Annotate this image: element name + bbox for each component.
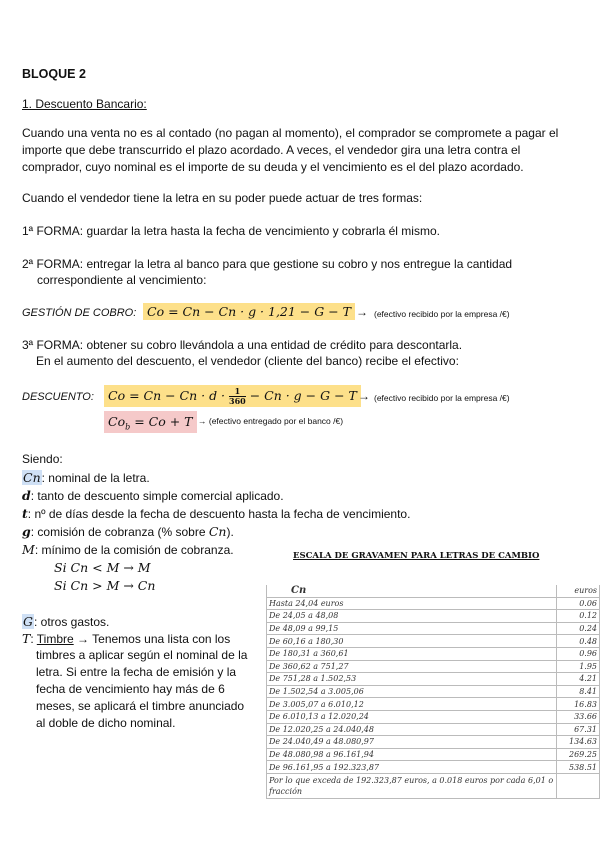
table-cell-range: De 48,09 a 99,15	[267, 622, 557, 635]
descuento-note: (efectivo recibido por la empresa /€)	[374, 393, 510, 403]
T-line-2: timbres a aplicar según el nominal de la	[36, 648, 248, 662]
table-row	[267, 647, 600, 660]
T-line-3: letra. Si entre la fecha de emisión y la	[36, 665, 237, 679]
def-m-case-1: Si Cn < M → M	[54, 560, 151, 575]
forma-1: 1ª FORMA: guardar la letra hasta la fecha de vencimiento y cobrarla él mismo.	[22, 224, 440, 238]
table-row	[267, 660, 600, 673]
table-cell-range: De 180,31 a 360,61	[267, 647, 557, 660]
table-header-unit: euros	[557, 585, 600, 597]
descuento-fraction	[229, 387, 246, 406]
T-symbol: T	[22, 631, 31, 646]
def-t	[22, 506, 410, 521]
table-row	[267, 761, 600, 774]
intro-line-1: Cuando una venta no es al contado (no pagan al momento), el comprador se compromete a pagar el	[22, 126, 559, 140]
fraction-denominator: 360	[229, 396, 246, 406]
table-row	[267, 635, 600, 648]
gestion-formula: Co = Cn − Cn · g · 1,21 − G − T	[143, 303, 355, 320]
def-d	[22, 488, 284, 503]
siendo-label: Siendo:	[22, 452, 63, 466]
intro-line-2: importe que debe transcurrido el plazo acordado. A veces, el vendedor gira una letra contra el	[22, 143, 521, 157]
gestion-note: (efectivo recibido por la empresa /€)	[374, 309, 510, 319]
def-cn	[22, 470, 150, 485]
table-footer: Por lo que exceda de 192.323,87 euros, a 0.018 euros por cada 6,01 o fracción	[267, 773, 557, 798]
forma-3-line-1: 3ª FORMA: obtener su cobro llevándola a una entidad de crédito para descontarla.	[22, 338, 463, 352]
gestion-label: GESTIÓN DE COBRO:	[22, 307, 137, 319]
T-colon: :	[30, 632, 37, 646]
T-word: Timbre	[36, 632, 74, 646]
m-text: : mínimo de la comisión de cobranza.	[34, 543, 234, 557]
table-cell-range: De 1.502,54 a 3.005,06	[267, 685, 557, 698]
G-text: : otros gastos.	[34, 615, 110, 629]
table-row	[267, 685, 600, 698]
d-text: : tanto de descuento simple comercial aplicado.	[30, 489, 284, 503]
table-cell-range: De 24.040,49 a 48.080,97	[267, 736, 557, 749]
cob-subscript: b	[125, 422, 131, 432]
T-line-1: → Tenemos una lista con los	[77, 632, 231, 646]
table-cell-value: 134.63	[557, 736, 600, 749]
d-symbol: d	[22, 488, 31, 503]
m-symbol: M	[22, 542, 35, 557]
table-row	[267, 673, 600, 686]
def-G	[22, 614, 109, 629]
section-heading: 1. Descuento Bancario:	[22, 97, 147, 111]
T-line-6: al doble de dicho nominal.	[36, 716, 176, 730]
table-cell-value: 67.31	[557, 723, 600, 736]
g-text-end: ).	[226, 525, 234, 539]
table-title: ESCALA DE GRAVAMEN PARA LETRAS DE CAMBIO	[293, 551, 540, 561]
table-header-cn: Cn	[267, 585, 557, 597]
table-row	[267, 698, 600, 711]
cob-formula	[104, 411, 197, 433]
def-m-case-2: Si Cn > M → Cn	[54, 578, 156, 593]
descuento-label: DESCUENTO:	[22, 391, 94, 403]
cob-note: → (efectivo entregado por el banco /€)	[198, 416, 344, 426]
table-row	[267, 597, 600, 610]
t-symbol: t	[22, 506, 28, 521]
T-line-5: meses, se aplicará el timbre anunciado	[36, 699, 245, 713]
descuento-formula	[104, 385, 361, 407]
table-cell-value: 0.06	[557, 597, 600, 610]
forma-2-line-2: correspondiente al vencimiento:	[37, 273, 207, 287]
T-line-4: fecha de vencimiento hay más de 6	[36, 682, 225, 696]
cob-symbol: Co	[108, 414, 126, 429]
intro-line-3: comprador, cuyo nominal es el importe de su deuda y el vencimiento es el del plazo acordado.	[22, 160, 524, 174]
forms-intro: Cuando el vendedor tiene la letra en su poder puede actuar de tres formas:	[22, 191, 423, 205]
gravamen-table	[266, 585, 600, 799]
table-cell-range: De 96.161,95 a 192.323,87	[267, 761, 557, 774]
page-title: BLOQUE 2	[22, 67, 86, 81]
table-row	[267, 723, 600, 736]
table-cell-value: 0.12	[557, 610, 600, 623]
table-cell-value: 269.25	[557, 748, 600, 761]
fraction-numerator: 1	[229, 387, 246, 397]
table-row	[267, 710, 600, 723]
def-T	[22, 631, 230, 646]
G-symbol: G	[23, 614, 33, 629]
table-cell-value: 1.95	[557, 660, 600, 673]
table-cell-range: De 3.005,07 a 6.010,12	[267, 698, 557, 711]
table-row	[267, 622, 600, 635]
table-cell-range: De 360,62 a 751,27	[267, 660, 557, 673]
table-cell-value: 8.41	[557, 685, 600, 698]
def-g	[22, 524, 234, 539]
descuento-arrow: →	[358, 389, 370, 403]
forma-2-line-1: 2ª FORMA: entregar la letra al banco para que gestione su cobro y nos entregue la cantidad	[22, 257, 513, 271]
t-text: : nº de días desde la fecha de descuento hasta la fecha de vencimiento.	[27, 507, 411, 521]
table-cell-value: 16.83	[557, 698, 600, 711]
g-symbol: g	[22, 524, 31, 539]
table-cell-value: 0.48	[557, 635, 600, 648]
table-cell-range: De 24,05 a 48,08	[267, 610, 557, 623]
cn-symbol: Cn	[23, 470, 41, 485]
table-row	[267, 610, 600, 623]
descuento-formula-part-a: Co = Cn − Cn · d ·	[108, 388, 226, 403]
cn-text: : nominal de la letra.	[41, 471, 150, 485]
table-row	[267, 736, 600, 749]
table-cell-range: De 751,28 a 1.502,53	[267, 673, 557, 686]
gestion-arrow: →	[356, 305, 368, 319]
table-row	[267, 748, 600, 761]
g-cn-symbol: Cn	[208, 524, 227, 539]
table-cell-range: Hasta 24,04 euros	[267, 597, 557, 610]
table-cell-value: 33.66	[557, 710, 600, 723]
forma-3-line-2: En el aumento del descuento, el vendedor (cliente del banco) recibe el efectivo:	[36, 354, 459, 368]
table-cell-value: 0.96	[557, 647, 600, 660]
g-text: : comisión de cobranza (% sobre	[30, 525, 209, 539]
table-cell-value: 4.21	[557, 673, 600, 686]
table-cell-range: De 48.080,98 a 96.161,94	[267, 748, 557, 761]
cob-formula-rest: = Co + T	[130, 414, 193, 429]
table-cell-range: De 6.010,13 a 12.020,24	[267, 710, 557, 723]
table-header-row	[267, 585, 600, 597]
table-cell-value: 538.51	[557, 761, 600, 774]
table-cell-range: De 12.020,25 a 24.040,48	[267, 723, 557, 736]
def-m	[22, 542, 234, 557]
table-cell-value: 0.24	[557, 622, 600, 635]
descuento-formula-part-b: − Cn · g − G − T	[249, 388, 357, 403]
table-footer-empty	[557, 773, 600, 798]
table-footer-row	[267, 773, 600, 798]
table-cell-range: De 60,16 a 180,30	[267, 635, 557, 648]
